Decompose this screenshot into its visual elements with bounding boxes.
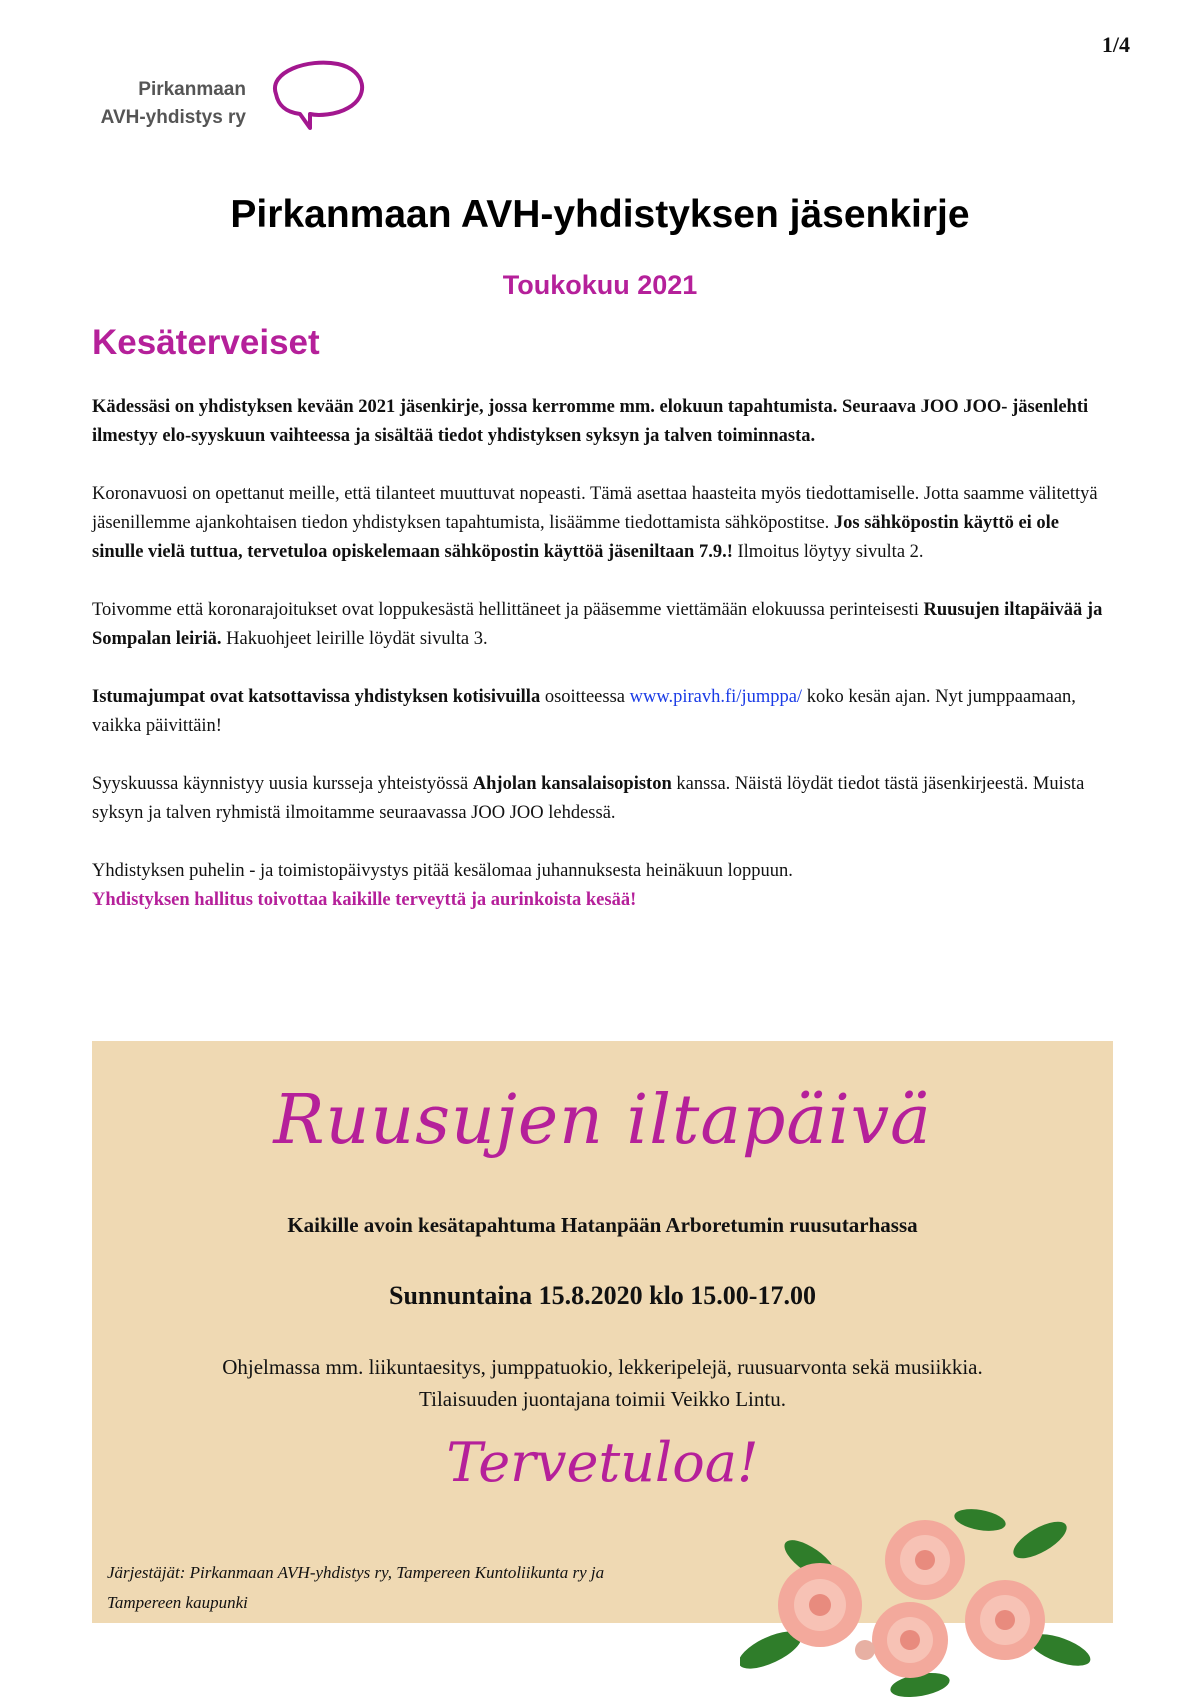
association-logo	[78, 48, 378, 138]
paragraph-summer-events	[92, 596, 1112, 654]
event-date: Sunnuntaina 15.8.2020 klo 15.00-17.00	[389, 1281, 816, 1310]
page-number: 1/4	[1101, 32, 1130, 57]
organizers-line-2: Tampereen kaupunki	[107, 1593, 248, 1612]
organizers-line-1: Järjestäjät: Pirkanmaan AVH-yhdistys ry, Tampereen Kuntoliikunta ry ja	[107, 1563, 605, 1582]
logo-line-1: Pirkanmaan	[138, 79, 246, 100]
courses-bold: Ahjolan kansalaisopiston	[472, 774, 672, 794]
paragraph-intro	[92, 393, 1112, 451]
event-title: Ruusujen iltapäivä	[273, 1081, 932, 1160]
exercise-bold: Istumajumpat ovat katsottavissa yhdistyksen kotisivuilla	[92, 687, 541, 707]
summer-events-bold: Ruusujen iltapäivää ja Sompalan leiriä.	[92, 600, 1103, 649]
courses-text-end: kanssa. Näistä löydät tiedot tästä jäsenkirjeestä. Muista syksyn ja talven ryhmistä ilmoitamme seuraavassa JOO JOO lehdessä.	[92, 774, 1085, 823]
event-subtitle: Kaikille avoin kesätapahtuma Hatanpään Arboretumin ruusutarhassa	[287, 1213, 918, 1237]
intro-text: Kädessäsi on yhdistyksen kevään 2021 jäsenkirje, jossa kerromme mm. elokuun tapahtumista. Seuraava JOO JOO- jäsenlehti ilmestyy elo-syyskuun vaihteessa ja sisältää tiedot yhdistyksen syksyn ja talven toiminnasta.	[92, 397, 1089, 446]
holiday-text: Yhdistyksen puhelin - ja toimistopäivystys pitää kesälomaa juhannuksesta heinäkuun loppuun.	[92, 861, 793, 881]
exercise-text: osoitteessa	[540, 687, 630, 707]
email-course-text: Jos sähköpostin käyttö ei ole sinulle vielä tuttua, tervetuloa opiskelemaan sähköpostin käyttöä jäseniltaan 7.9.!	[92, 513, 1060, 562]
exercise-text-end: koko kesän ajan. Nyt jumppaamaan, vaikka päivittäin!	[92, 687, 1076, 736]
event-program-line-2: Tilaisuuden juontajana toimii Veikko Lintu.	[419, 1387, 786, 1411]
summer-text: Toivomme että koronarajoitukset ovat loppukesästä hellittäneet ja pääsemme viettämään elokuussa perinteisesti	[92, 600, 924, 620]
paragraph-exercise	[92, 683, 1112, 741]
logo-line-2: AVH-yhdistys ry	[100, 107, 246, 128]
event-program-line-1: Ohjelmassa mm. liikuntaesitys, jumppatuokio, lekkeripelejä, ruusuarvonta sekä musiikkia.	[222, 1355, 983, 1379]
event-program	[92, 1351, 1113, 1415]
exercise-link[interactable]: www.piravh.fi/jumppa/	[629, 687, 803, 707]
corona-text-end: Ilmoitus löytyy sivulta 2.	[732, 542, 924, 562]
event-welcome: Tervetuloa!	[446, 1431, 759, 1494]
corona-text: Koronavuosi on opettanut meille, että tilanteet muuttuvat nopeasti. Tämä asettaa haasteita myös tiedottamiselle. Jotta saamme välitettyä jäsenillemme ajankohtaisen tiedon yhdistyksen tapahtumista, lisäämme tiedottamista sähköpostitse.	[92, 484, 1098, 533]
greeting-text: Yhdistyksen hallitus toivottaa kaikille terveyttä ja aurinkoista kesää!	[92, 890, 637, 910]
letter-body	[92, 393, 1112, 944]
event-organizers	[107, 1558, 747, 1618]
paragraph-corona	[92, 480, 1112, 567]
logo-text	[78, 76, 246, 132]
paragraph-courses	[92, 770, 1112, 828]
section-heading: Kesäterveiset	[92, 323, 320, 362]
document-title: Pirkanmaan AVH-yhdistyksen jäsenkirje	[230, 193, 970, 236]
rose-flowers	[778, 1520, 1045, 1678]
courses-text: Syyskuussa käynnistyy uusia kursseja yhteistyössä	[92, 774, 473, 794]
summer-text-end: Hakuohjeet leirille löydät sivulta 3.	[221, 629, 488, 649]
document-subtitle: Toukokuu 2021	[502, 270, 698, 300]
paragraph-holiday	[92, 857, 1112, 915]
roses-illustration	[740, 1500, 1140, 1700]
speech-bubble-icon	[258, 54, 378, 134]
